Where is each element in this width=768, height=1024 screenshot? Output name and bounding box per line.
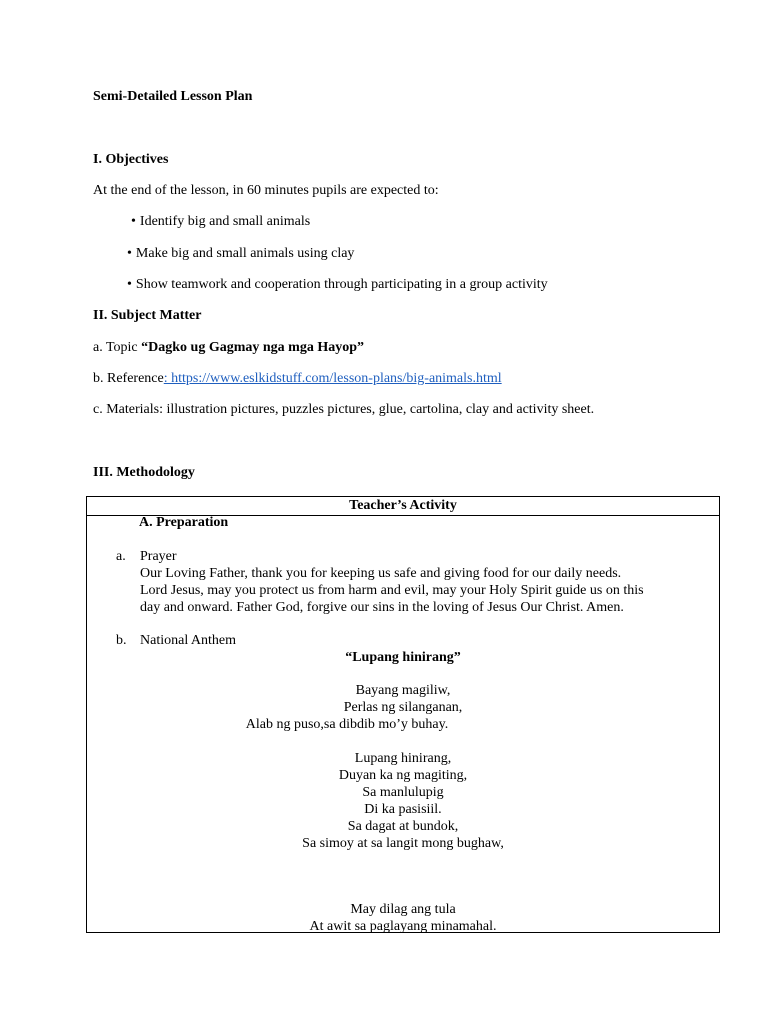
- prayer-label: Prayer: [140, 549, 177, 564]
- anthem-line: Perlas ng silanganan,: [343, 700, 463, 715]
- teacher-activity-table: [86, 496, 720, 933]
- anthem-line: Duyan ka ng magiting,: [338, 768, 468, 783]
- table-header: Teacher’s Activity: [87, 497, 719, 516]
- bullet-icon: •: [127, 246, 132, 261]
- methodology-heading: III. Methodology: [93, 465, 195, 480]
- anthem-line: Sa manlulupig: [362, 785, 444, 800]
- anthem-line: Sa simoy at sa langit mong bughaw,: [302, 836, 504, 851]
- reference-label: b. Reference: [93, 371, 164, 386]
- bullet-icon: •: [131, 214, 136, 229]
- topic-line: [93, 339, 364, 356]
- document-title: Semi-Detailed Lesson Plan: [93, 89, 253, 104]
- subject-matter-heading: II. Subject Matter: [93, 308, 202, 323]
- objective-text: Show teamwork and cooperation through participating in a group activity: [135, 277, 548, 292]
- anthem-line: Di ka pasisiil.: [364, 802, 442, 817]
- prayer-line: day and onward. Father God, forgive our sins in the loving of Jesus Our Christ. Amen.: [140, 600, 624, 615]
- anthem-line: May dilag ang tula: [350, 902, 456, 917]
- bullet-icon: •: [127, 277, 132, 292]
- reference-link[interactable]: : https://www.eslkidstuff.com/lesson-plans/big-animals.html: [163, 371, 502, 386]
- materials-line: c. Materials: illustration pictures, puzzles pictures, glue, cartolina, clay and activity sheet.: [93, 402, 595, 417]
- objective-item: [127, 276, 548, 293]
- section-preparation: A. Preparation: [139, 515, 229, 530]
- anthem-line: Alab ng puso,sa dibdib mo’y buhay.: [245, 717, 449, 732]
- anthem-line: Lupang hinirang,: [354, 751, 452, 766]
- anthem-line: At awit sa paglayang minamahal.: [309, 919, 497, 934]
- objective-text: Identify big and small animals: [139, 214, 311, 229]
- objective-item: [127, 245, 354, 262]
- reference-line: [93, 370, 502, 387]
- prayer-line: Lord Jesus, may you protect us from harm and evil, may your Holy Spirit guide us on this: [140, 583, 644, 598]
- objective-item: [131, 213, 310, 230]
- list-marker: b.: [116, 633, 127, 648]
- anthem-line: Bayang magiliw,: [355, 683, 451, 698]
- topic-value: “Dagko ug Gagmay nga mga Hayop”: [141, 340, 364, 355]
- topic-label: a. Topic: [93, 340, 142, 355]
- anthem-title: “Lupang hinirang”: [345, 650, 461, 665]
- objective-text: Make big and small animals using clay: [135, 246, 355, 261]
- objectives-heading: I. Objectives: [93, 152, 169, 167]
- list-marker: a.: [116, 549, 126, 564]
- prayer-line: Our Loving Father, thank you for keeping us safe and giving food for our daily needs.: [140, 566, 622, 581]
- objectives-intro: At the end of the lesson, in 60 minutes pupils are expected to:: [93, 183, 439, 198]
- anthem-line: Sa dagat at bundok,: [347, 819, 459, 834]
- anthem-label: National Anthem: [140, 633, 237, 648]
